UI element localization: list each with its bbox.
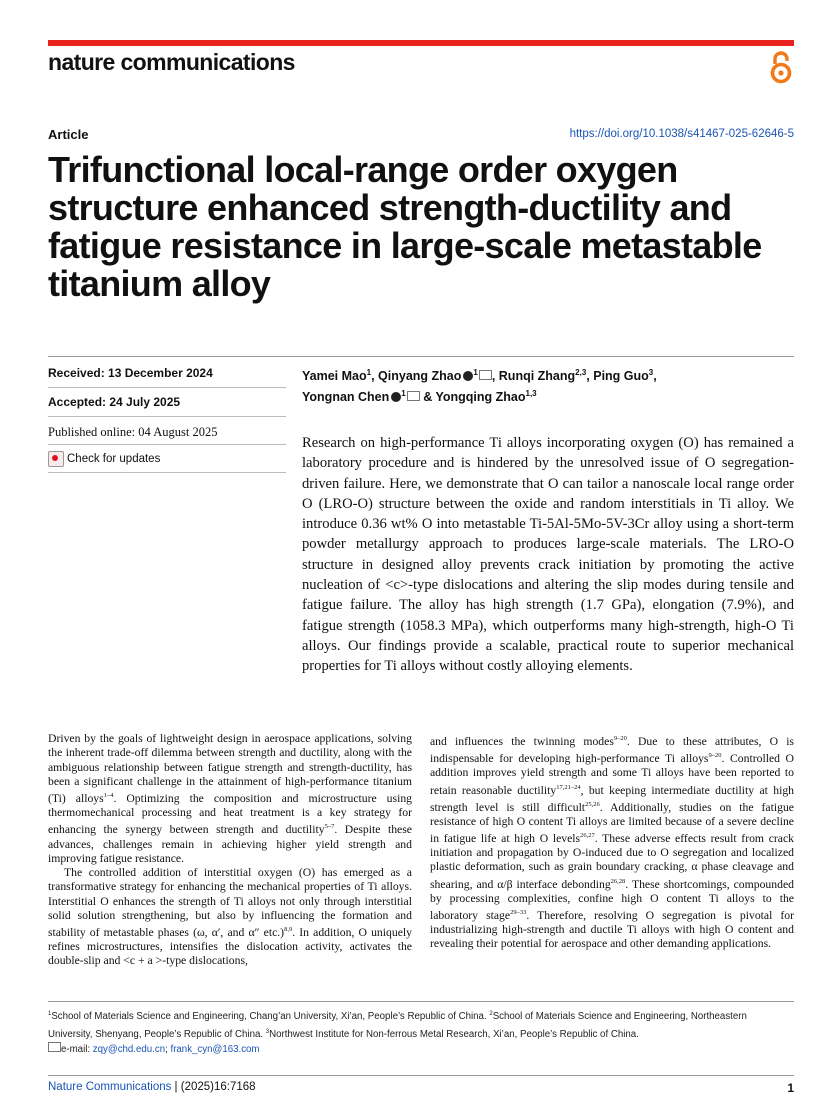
check-updates-icon bbox=[48, 451, 64, 467]
affiliations: $^1$School of Materials Science and Engineering, Chang’an University, Xi’an, People’s Republic of China. $^2$School of Materials Science and Engineering, Northeastern University, Shenyang, People’s Republic of China. $^3$Northwest Institute for Non-ferrous Metal Research, Xi’an, People’s Republic of China. e-mail: zqy@chd.edu.cn; frank_cyn@163.com bbox=[48, 1011, 747, 1056]
email-link[interactable]: zqy@chd.edu.cn bbox=[92, 1044, 166, 1056]
meta-divider bbox=[48, 416, 286, 417]
title-line: fatigue resistance in large-scale metastable bbox=[48, 225, 762, 266]
footnote-divider bbox=[48, 1001, 794, 1002]
body-paragraph: and influences the twinning modes$^{9-20}$. Due to these attributes, O is indispensable for developing high-performance Ti alloys$^{9-20}$. Controlled O addition improves yield strength and some Ti alloys have been reported to retain reasonable ductility$^{17,21-24}$, but keeping intermediate ductility at high strength level is still difficult$^{25,26}$. Additionally, studies on the fatigue resistance of high O content Ti alloys are limited because of a severe decline in fatigue life at high O levels$^{26,27}$. These adverse effects result from crack initiation and propagation by O-induced due to O segregation and localized plastic deformation, such as grain boundary cracking, α phase cleavage and shearing, and α/β interface debonding$^{26,28}$. These shortcomings, compounded by processing complexities, confine high O content Ti alloys to the laboratory stage$^{29-33}$. Therefore, resolving O segregation is pivotal for industrializing high-strength and ductile Ti alloys with high O content and revealing their potential for aerospace and other demanding applications. bbox=[430, 734, 795, 951]
article-title bbox=[48, 151, 808, 303]
journal-link[interactable]: Nature Communications bbox=[48, 1081, 172, 1093]
body-paragraph: The controlled addition of interstitial oxygen (O) has emerged as a transformative strategy for enhancing the mechanical properties of Ti alloys. Interstitial O enhances the strength of Ti alloys not only through interstitial solid solution strengthening, but also by influencing the formation and stability of metastable phases (ω, α′, and α″ etc.)$^{8,9}$. In addition, O uniquely refines microstructures, intensifies the dislocation activity, activates the double-slip and <c + a >-type dislocations, bbox=[48, 866, 412, 968]
body-paragraph: Driven by the goals of lightweight design in aerospace applications, solving the inherent trade-off dilemma between strength and ductility, along with the ambiguous relationship between fatigue strength and strength-ductility, has been a significant challenge in the attainment of high-performance titanium (Ti) alloys$^{1-4}$. Optimizing the composition and microstructure using thermomechanical processing and heat treatment is a key strategy for enhancing the synergy between strength and ductility$^{5-7}$. Despite these advances, challenges remain in achieving higher yield strength and improving fatigue resistance. bbox=[48, 732, 413, 865]
doi-link[interactable]: https://doi.org/10.1038/s41467-025-62646-5 bbox=[569, 128, 794, 140]
meta-divider bbox=[48, 472, 286, 473]
email-icon[interactable] bbox=[479, 370, 492, 380]
journal-name: nature communications bbox=[48, 49, 295, 75]
title-line: titanium alloy bbox=[48, 263, 271, 304]
email-icon bbox=[48, 1042, 61, 1052]
open-access-icon bbox=[768, 50, 794, 84]
footer-citation: Nature Communications | (2025)16:7168 bbox=[48, 1081, 256, 1093]
article-type: Article bbox=[48, 127, 89, 142]
published-date: Published online: 04 August 2025 bbox=[48, 425, 218, 439]
email-icon[interactable] bbox=[407, 391, 420, 401]
received-date: Received: 13 December 2024 bbox=[48, 366, 213, 380]
meta-divider bbox=[48, 444, 286, 445]
orcid-icon[interactable] bbox=[391, 392, 401, 402]
author-name[interactable]: Yamei Mao bbox=[302, 369, 367, 384]
author-name[interactable]: Qinyang Zhao bbox=[378, 369, 462, 384]
author-name[interactable]: Yongqing Zhao bbox=[435, 390, 526, 405]
footer-divider bbox=[48, 1075, 794, 1076]
author-list: Yamei Mao$^1$, Qinyang Zhao $^1$ , Runqi Zhang$^{2,3}$, Ping Guo$^3$, Yongnan Chen $^1$ & Yongqing Zhao$^{1,3}$ bbox=[302, 368, 657, 405]
meta-divider bbox=[48, 387, 286, 388]
orcid-icon[interactable] bbox=[463, 371, 473, 381]
author-name[interactable]: Runqi Zhang bbox=[498, 369, 576, 384]
title-line: structure enhanced strength-ductility and bbox=[48, 187, 732, 228]
check-updates-button[interactable] bbox=[48, 451, 160, 467]
page-number: 1 bbox=[787, 1081, 794, 1095]
title-line: Trifunctional local-range order oxygen bbox=[48, 149, 678, 190]
body-column-right bbox=[430, 732, 794, 952]
check-updates-label: Check for updates bbox=[67, 453, 161, 465]
header-accent-bar bbox=[48, 40, 794, 46]
author-name[interactable]: Yongnan Chen bbox=[302, 390, 390, 405]
abstract: Research on high-performance Ti alloys incorporating oxygen (O) has remained a laboratory procedure and is hindered by the unresolved issue of O segregation-driven failure. Here, we demonstrate that O can tailor a nanoscale local range order O (LRO-O) structure between the oxide and random interstitials in Ti alloy. We introduce 0.36 wt% O into metastable Ti-5Al-5Mo-5V-3Cr alloy using a short-term powder metallurgy approach to produces large-scale materials. The LRO-O structure in designed alloy prevents crack initiation by promoting the active nucleation of <c>-type dislocations and altering the slip modes during tensile and fatigue failure. The alloy has high strength (1.7 GPa), elongation (7.9%), and fatigue strength (1058.3 MPa), which outperforms many high-strength, high-O Ti alloys. Our findings provide a scalable, practical route to superior mechanical properties for Ti alloys without costly alloying elements. bbox=[302, 435, 794, 675]
title-divider bbox=[48, 356, 794, 357]
accepted-date: Accepted: 24 July 2025 bbox=[48, 395, 181, 409]
author-name[interactable]: Ping Guo bbox=[593, 369, 649, 384]
body-column-left bbox=[48, 732, 412, 969]
email-link[interactable]: frank_cyn@163.com bbox=[170, 1044, 260, 1056]
